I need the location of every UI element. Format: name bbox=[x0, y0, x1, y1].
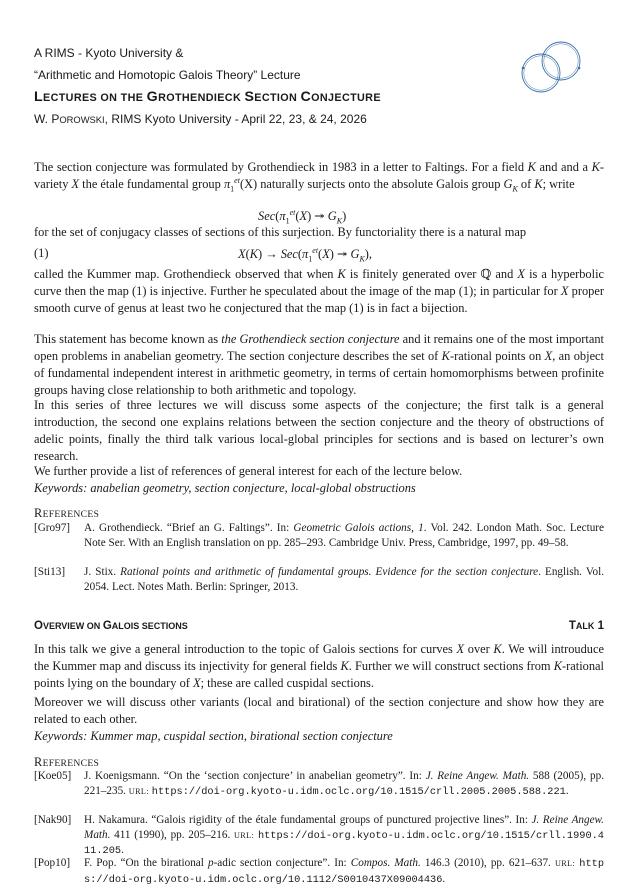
title-word: SECTION bbox=[244, 89, 301, 105]
talk-title: OVERVIEW ON GALOIS SECTIONS bbox=[34, 620, 188, 632]
intro-paragraph-2: for the set of conjugacy classes of sections of this surjection. By functoriality there is a natural map bbox=[34, 225, 527, 239]
reference-item: [Gro97] A. Grothendieck. “Brief an G. Faltings”. In: Geometric Galois actions, 1. Vol. 242. London Math. Soc. Lecture Note Ser. With an English translation on pp. 285–293. Cambridge Univ. Press, Cambridge, 1997, pp. 49–58. bbox=[34, 522, 604, 549]
header-line-institution: A RIMS - Kyoto University & bbox=[34, 46, 184, 60]
references-heading: REFERENCES bbox=[34, 506, 100, 520]
intro-paragraph-5: In this series of three lectures we will discuss some aspects of the conjecture; the first talk is a general introduction, the second one explains relations between the section conjecture and the theory of obstructions of adelic points, finally the third talk various local-global principles for sections and is based on lecturer’s own research. bbox=[34, 398, 604, 463]
intro-paragraph-3: called the Kummer map. Grothendieck observed that when K is finitely generated over ℚ and X is a hyperbolic curve then the map (1) is injective. Further he speculated about the image of the map (1); in particular for X proper smooth curve of genus at least two he conjectured that the map (1) is in fact a bijection. bbox=[34, 267, 605, 315]
reference-url-link[interactable]: https://doi-org.kyoto-u.idm.oclc.org/10.1112/S0010437X09004436 bbox=[84, 858, 605, 886]
talk-1-keywords: Keywords: Kummer map, cuspidal section, birational section conjecture bbox=[34, 729, 393, 743]
reference-key: [Koe05] bbox=[34, 770, 72, 782]
intro-paragraph-6: We further provide a list of references of general interest for each of the lecture below. bbox=[34, 464, 463, 478]
reference-item: [Pop10] F. Pop. “On the birational p-adic section conjecture”. In: Compos. Math. 146.3 (2010), pp. 621–637. URL: https://doi-org.kyoto-u.idm.oclc.org/10.1112/S0010437X09004436. bbox=[34, 857, 605, 886]
display-equation-sec: $Sec(\pi_1^{et}(X)$ ↠ $G_K$) bbox=[258, 207, 347, 226]
references-heading: REFERENCES bbox=[34, 755, 100, 769]
intro-keywords: Keywords: anabelian geometry, section conjecture, local-global obstructions bbox=[34, 481, 416, 495]
reference-url-link[interactable]: https://doi-org.kyoto-u.idm.oclc.org/10.1515/crll.1990.411.205 bbox=[84, 829, 604, 857]
header-line-lecture-series: “Arithmetic and Homotopic Galois Theory” Lecture bbox=[34, 68, 301, 82]
title-word: LECTURES ON THE bbox=[34, 89, 147, 105]
reference-url-link[interactable]: https://doi-org.kyoto-u.idm.oclc.org/10.1515/crll.2005.2005.588.221 bbox=[151, 785, 566, 798]
talk-number-label: TALK 1 bbox=[568, 620, 604, 632]
intro-paragraph-1: The section conjecture was formulated by Grothendieck in 1983 in a letter to Faltings. For a field K and and a K-variety X the étale fundamental group $\pi_1^{et}(X)$ naturally surjects onto the absolute Galois group $G_K$ of K; write bbox=[34, 160, 604, 194]
reference-key: [Sti13] bbox=[34, 566, 66, 578]
title-word: CONJECTURE bbox=[300, 89, 381, 105]
equation-number: (1) bbox=[34, 246, 49, 260]
title-word: GROTHENDIECK bbox=[146, 89, 245, 105]
kummer-map-equation: $X(K) \to Sec(\pi_1^{et}(X)$ ↠ $G_K$), bbox=[238, 245, 373, 264]
reference-item: [Sti13] J. Stix. Rational points and arithmetic of fundamental groups. Evidence for the section conjecture. English. Vol. 2054. Lect. Notes Math. Berlin: Springer, 2013. bbox=[34, 566, 604, 593]
reference-item: [Nak90] H. Nakamura. “Galois rigidity of the étale fundamental groups of punctured projective lines”. In: J. Reine Angew. Math. 411 (1990), pp. 205–216. URL: https://doi-org.kyoto-u.idm.oclc.org/10.1515/crll.1990.411.205. bbox=[34, 814, 604, 857]
talk-1-paragraph-1: In this talk we give a general introduction to the topic of Galois sections for curves X over K. We will introuduce the Kummer map and discuss its injectivity for general fields K. Further we will construct sections from K-rational points lying on the boundary of X; these are called cuspidal sections. bbox=[34, 642, 604, 690]
reference-key: [Nak90] bbox=[34, 814, 72, 826]
reference-item: [Koe05] J. Koenigsmann. “On the ‘section conjecture’ in anabelian geometry”. In: J. Reine Angew. Math. 588 (2005), pp. 221–235. URL: https://doi-org.kyoto-u.idm.oclc.org/10.1515/crll.2005.2005.588.221. bbox=[34, 770, 605, 798]
author-line: W. POROWSKI, RIMS Kyoto University - April 22, 23, & 24, 2026 bbox=[34, 112, 367, 126]
document-title bbox=[34, 89, 381, 105]
reference-key: [Pop10] bbox=[34, 857, 71, 869]
interlinked-circles-logo bbox=[518, 38, 588, 96]
talk-1-paragraph-2: Moreover we will discuss other variants (local and birational) of the section conjecture and show how they are related to each other. bbox=[34, 695, 604, 726]
reference-key: [Gro97] bbox=[34, 522, 71, 534]
intro-paragraph-4: This statement has become known as the Grothendieck section conjecture and it remains one of the most important open problems in anabelian geometry. The section conjecture describes the set of K-rational points on X, an object of fundamental independent interest in arithmetic geometry, in terms of certain homomorphisms between profinite groups having close relationship to both arithmetic and topology. bbox=[34, 332, 605, 397]
talk-1-heading bbox=[34, 620, 604, 632]
